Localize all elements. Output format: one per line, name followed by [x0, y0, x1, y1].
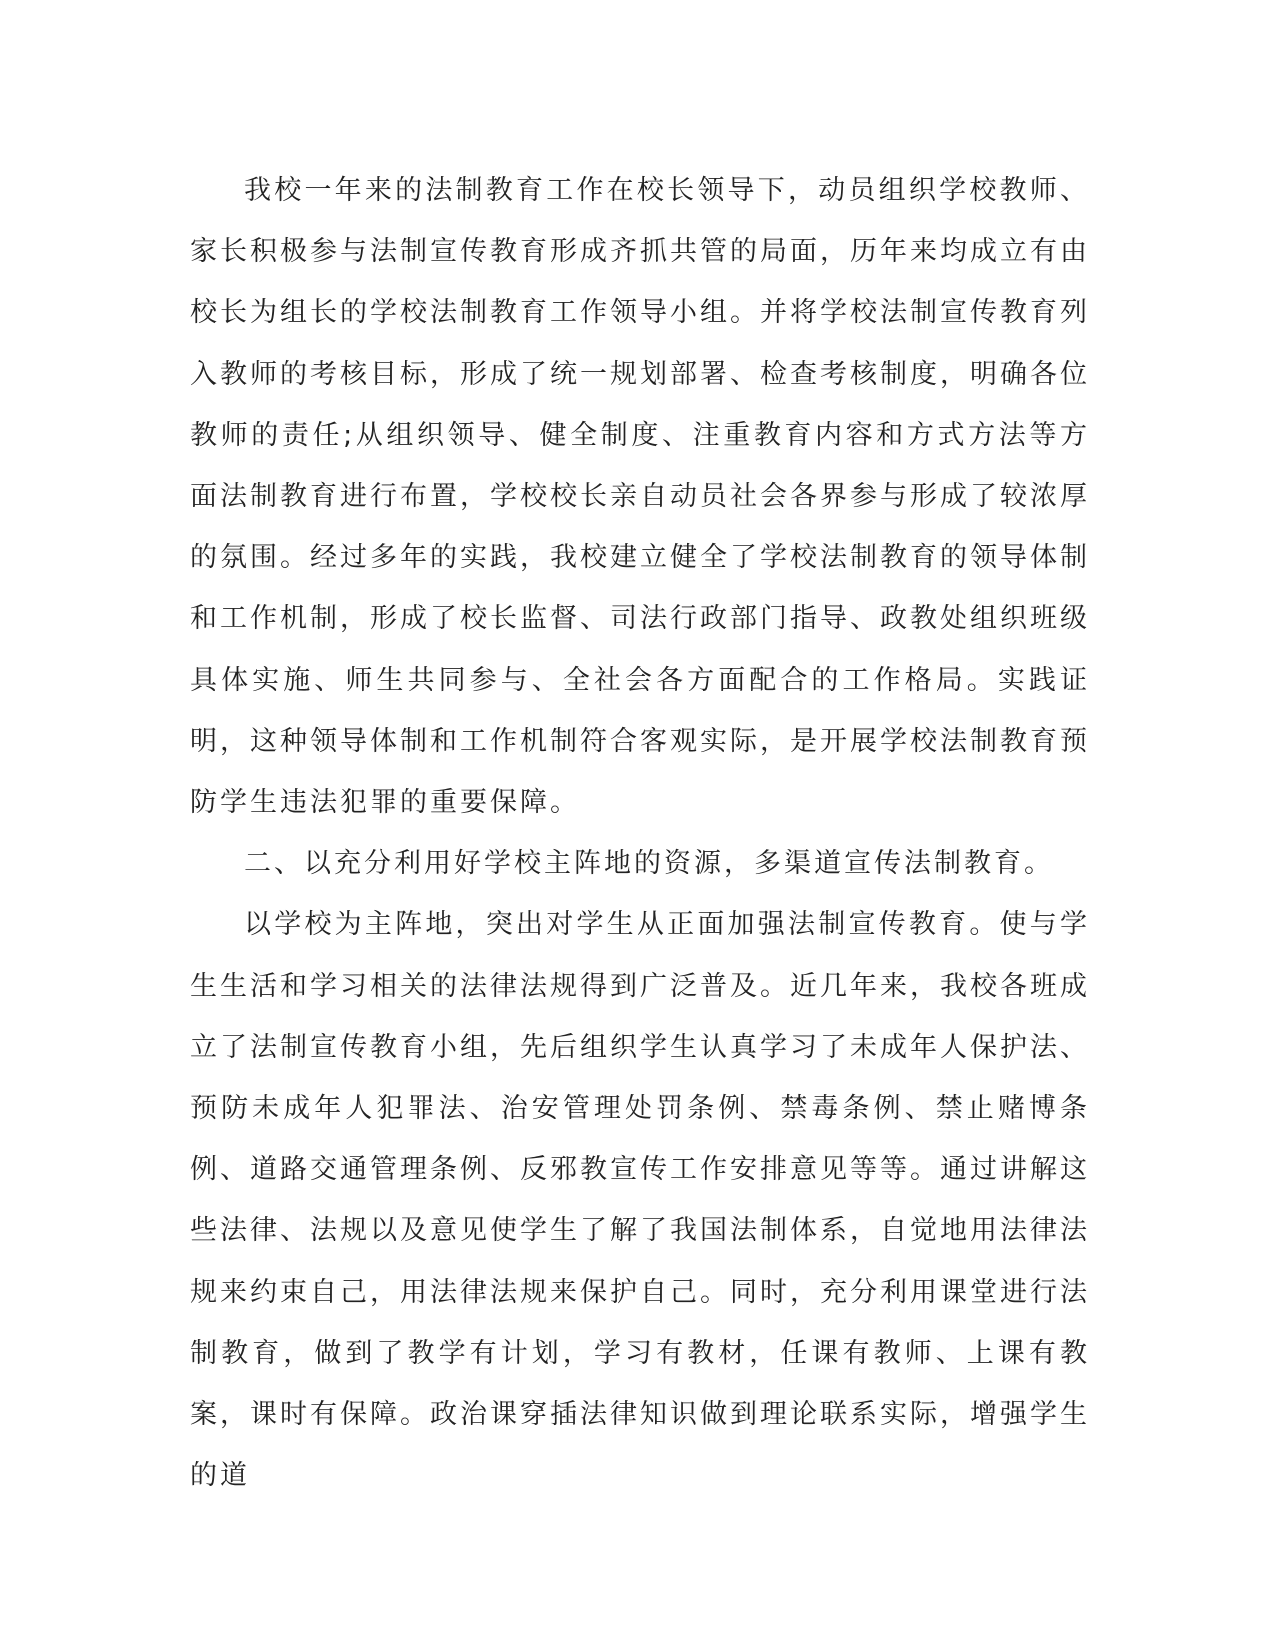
- paragraph-school-publicity: 以学校为主阵地，突出对学生从正面加强法制宣传教育。使与学生生活和学习相关的法律法规得到广泛普及。近几年来，我校各班成立了法制宣传教育小组，先后组织学生认真学习了未成年人保护法、预防未成年人犯罪法、治安管理处罚条例、禁毒条例、禁止赌博条例、道路交通管理条例、反邪教宣传工作安排意见等等。通过讲解这些法律、法规以及意见使学生了解了我国法制体系，自觉地用法律法规来约束自己，用法律法规来保护自己。同时，充分利用课堂进行法制教育，做到了教学有计划，学习有教材，任课有教师、上课有教案，课时有保障。政治课穿插法律知识做到理论联系实际，增强学生的道: [190, 909, 1090, 1492]
- paragraph-leadership: 我校一年来的法制教育工作在校长领导下，动员组织学校教师、家长积极参与法制宣传教育形成齐抓共管的局面，历年来均成立有由校长为组长的学校法制教育工作领导小组。并将学校法制宣传教育列入教师的考核目标，形成了统一规划部署、检查考核制度，明确各位教师的责任;从组织领导、健全制度、注重教育内容和方式方法等方面法制教育进行布置，学校校长亲自动员社会各界参与形成了较浓厚的氛围。经过多年的实践，我校建立健全了学校法制教育的领导体制和工作机制，形成了校长监督、司法行政部门指导、政教处组织班级具体实施、师生共同参与、全社会各方面配合的工作格局。实践证明，这种领导体制和工作机制符合客观实际，是开展学校法制教育预防学生违法犯罪的重要保障。: [190, 175, 1090, 819]
- section-heading-two: 二、以充分利用好学校主阵地的资源，多渠道宣传法制教育。: [244, 848, 1054, 880]
- document-body: [190, 160, 1090, 1506]
